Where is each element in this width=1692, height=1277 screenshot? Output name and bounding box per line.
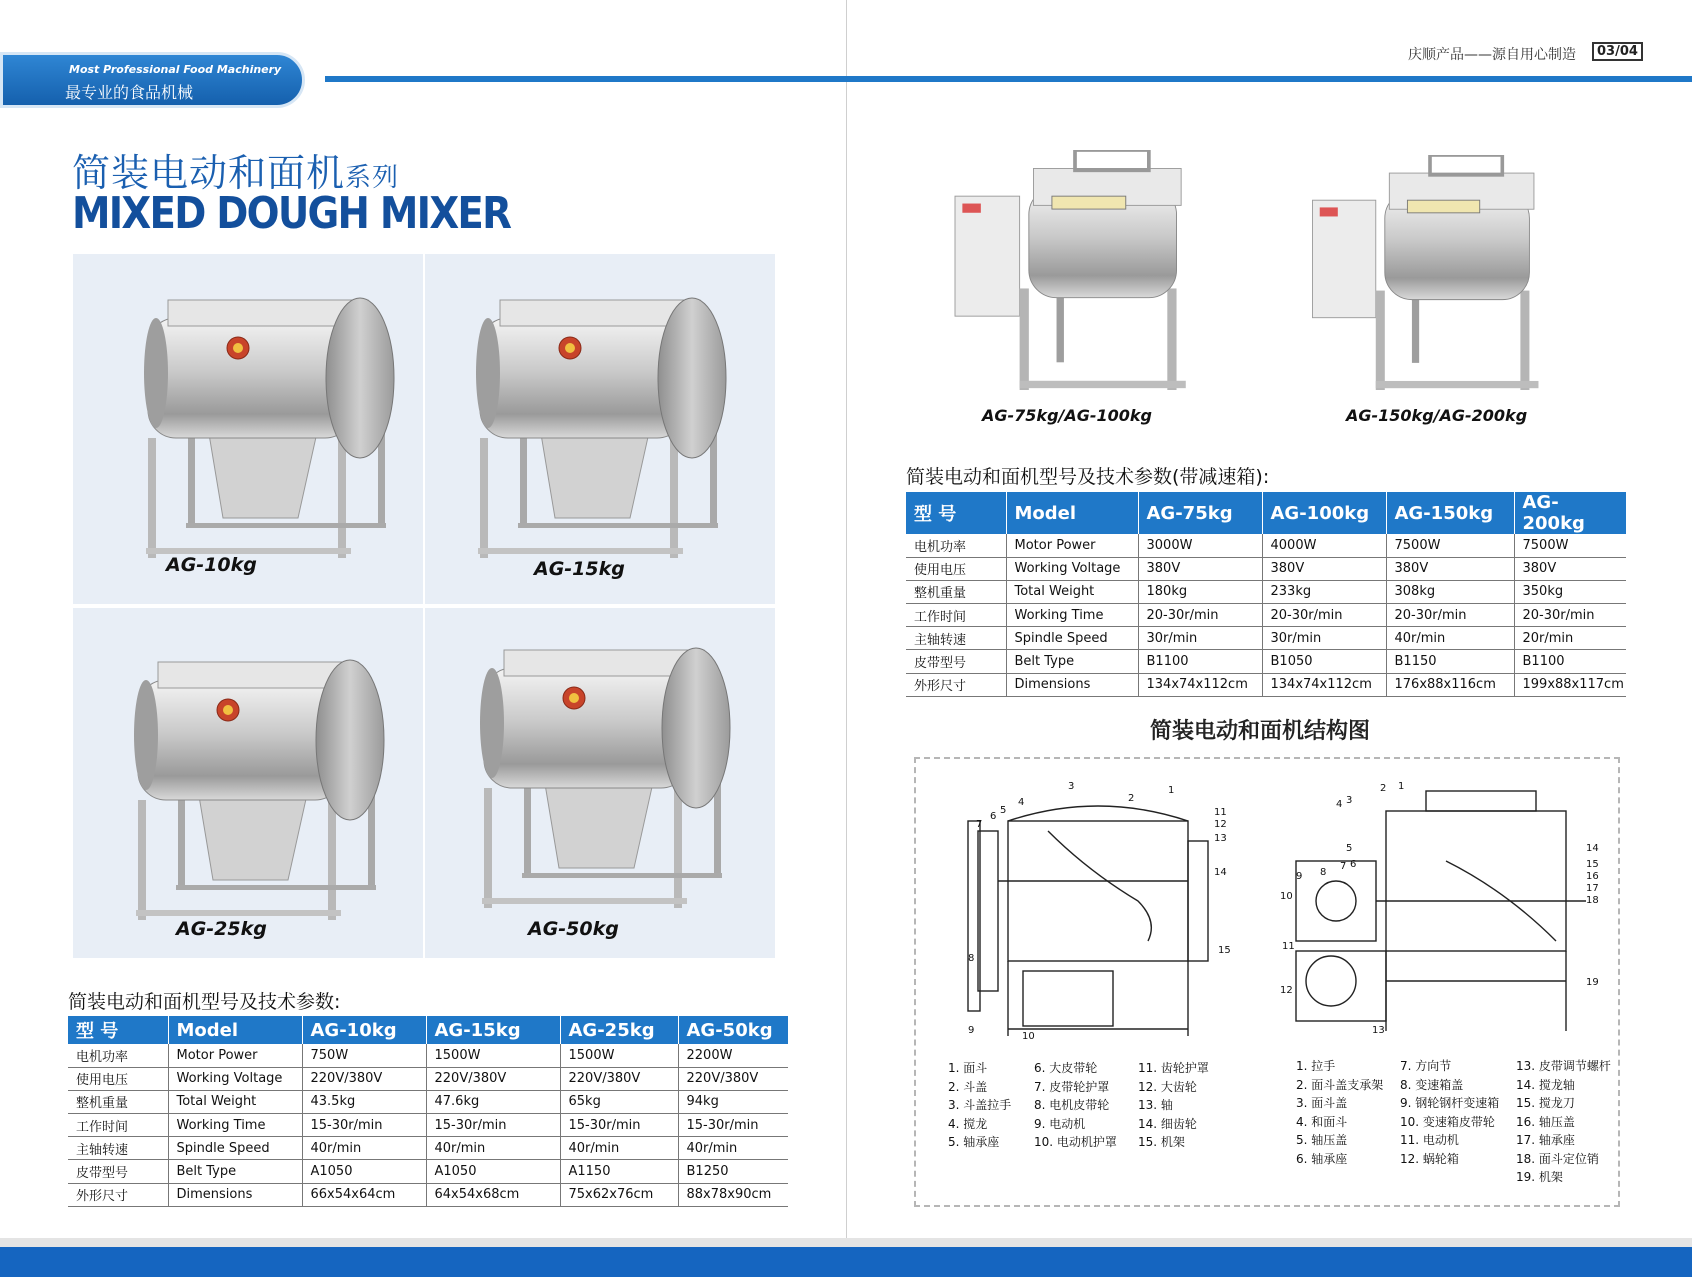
brand-tagline-cn: 最专业的食品机械	[65, 83, 194, 102]
callout-number: 2	[1128, 793, 1135, 804]
caption-ag50: AG-50kg	[528, 918, 619, 940]
param-value: 20-30r/min	[1262, 604, 1386, 627]
callout-number: 15	[1586, 859, 1599, 870]
param-value: 40r/min	[1386, 627, 1514, 650]
legend-item: 15. 搅龙刀	[1516, 1096, 1575, 1110]
legend-item: 1. 拉手	[1296, 1059, 1336, 1073]
param-name-en: Working Voltage	[1006, 557, 1138, 580]
header-cell: AG-100kg	[1262, 492, 1386, 534]
callout-number: 14	[1586, 843, 1599, 854]
table-row	[906, 673, 1626, 696]
legend-right-col-3	[1516, 1057, 1611, 1187]
callout-number: 14	[1214, 867, 1227, 878]
param-value: 134x74x112cm	[1262, 673, 1386, 696]
param-value: 30r/min	[1262, 627, 1386, 650]
param-name-en: Motor Power	[168, 1044, 302, 1067]
legend-item: 8. 变速箱盖	[1400, 1077, 1464, 1092]
param-name-en: Dimensions	[1006, 673, 1138, 696]
structure-diagram-box	[914, 757, 1620, 1207]
param-name-cn: 主轴转速	[68, 1137, 168, 1160]
param-value: 66x54x64cm	[302, 1183, 426, 1206]
legend-item: 2. 斗盖	[948, 1079, 988, 1094]
param-name-cn: 皮带型号	[68, 1160, 168, 1183]
param-value: 134x74x112cm	[1138, 673, 1262, 696]
param-name-cn: 外形尺寸	[68, 1183, 168, 1206]
param-value: 64x54x68cm	[426, 1183, 560, 1206]
callout-number: 12	[1280, 985, 1293, 996]
legend-item: 8. 电机皮带轮	[1034, 1098, 1110, 1112]
brand-tagline-en: Most Professional Food Machinery	[69, 63, 282, 76]
param-value: 176x88x116cm	[1386, 673, 1514, 696]
callout-number: 9	[968, 1025, 975, 1036]
param-value: 180kg	[1138, 580, 1262, 603]
param-value: 380V	[1386, 557, 1514, 580]
callout-number: 3	[1346, 795, 1353, 806]
caption-ag15: AG-15kg	[534, 558, 625, 580]
title-cn-suffix: 系列	[345, 163, 400, 193]
legend-item: 4. 搅龙	[948, 1116, 988, 1131]
table-row	[68, 1044, 788, 1067]
mixer-image-ag150-200	[1240, 155, 1620, 390]
param-value: 199x88x117cm	[1514, 673, 1626, 696]
legend-left-col-2	[1034, 1059, 1117, 1152]
header-cell: AG-50kg	[678, 1016, 788, 1044]
param-value: 88x78x90cm	[678, 1183, 788, 1206]
param-value: 2200W	[678, 1044, 788, 1067]
legend-item: 10. 电动机护罩	[1034, 1135, 1117, 1149]
callout-number: 5	[1346, 843, 1353, 854]
callout-number: 13	[1214, 833, 1227, 844]
legend-left-col-3	[1138, 1059, 1209, 1152]
param-value: 380V	[1262, 557, 1386, 580]
param-name-cn: 工作时间	[906, 604, 1006, 627]
structure-diagram-left	[938, 771, 1248, 1041]
header-cell: 型 号	[68, 1016, 168, 1044]
spec-table-right	[906, 492, 1627, 697]
param-name-en: Spindle Speed	[1006, 627, 1138, 650]
table-row	[68, 1067, 788, 1090]
param-value: 40r/min	[678, 1137, 788, 1160]
diagram-title: 简装电动和面机结构图	[1150, 719, 1371, 744]
table-row	[906, 650, 1626, 673]
param-name-en: Spindle Speed	[168, 1137, 302, 1160]
legend-right-col-1	[1296, 1057, 1383, 1168]
param-value: 15-30r/min	[560, 1114, 678, 1137]
legend-item: 6. 大皮带轮	[1034, 1061, 1098, 1075]
callout-number: 6	[1350, 859, 1357, 870]
param-value: 7500W	[1386, 534, 1514, 557]
param-value: 94kg	[678, 1090, 788, 1113]
legend-item: 12. 大齿轮	[1138, 1079, 1197, 1094]
param-value: 1500W	[426, 1044, 560, 1067]
mixer-image-ag15	[460, 278, 730, 558]
spec-heading-left: 简装电动和面机型号及技术参数:	[68, 991, 341, 1013]
table-row	[906, 604, 1626, 627]
header-rule-right	[846, 76, 1692, 82]
table-row	[906, 627, 1626, 650]
header-rule-left	[325, 76, 846, 82]
param-value: 220V/380V	[426, 1067, 560, 1090]
table-row	[906, 534, 1626, 557]
param-name-cn: 工作时间	[68, 1114, 168, 1137]
param-value: 350kg	[1514, 580, 1626, 603]
param-name-cn: 皮带型号	[906, 650, 1006, 673]
mixer-image-ag25	[118, 640, 388, 920]
brand-badge	[0, 52, 305, 108]
param-name-en: Working Time	[1006, 604, 1138, 627]
legend-item: 16. 轴压盖	[1516, 1114, 1575, 1129]
param-value: 220V/380V	[302, 1067, 426, 1090]
table-row	[906, 557, 1626, 580]
callout-number: 8	[968, 953, 975, 964]
param-value: B1100	[1514, 650, 1626, 673]
param-value: 40r/min	[426, 1137, 560, 1160]
param-name-en: Working Voltage	[168, 1067, 302, 1090]
callout-number: 6	[990, 811, 997, 822]
header-cell: AG-15kg	[426, 1016, 560, 1044]
header-cell: AG-75kg	[1138, 492, 1262, 534]
callout-number: 11	[1282, 941, 1295, 952]
header-cell: AG-150kg	[1386, 492, 1514, 534]
param-value: A1150	[560, 1160, 678, 1183]
callout-number: 16	[1586, 871, 1599, 882]
caption-ag150-200: AG-150kg/AG-200kg	[1346, 406, 1528, 425]
param-value: 15-30r/min	[302, 1114, 426, 1137]
legend-item: 3. 面斗盖	[1296, 1096, 1348, 1110]
callout-number: 7	[1340, 861, 1347, 872]
callout-number: 18	[1586, 895, 1599, 906]
callout-number: 2	[1380, 783, 1387, 794]
callout-number: 17	[1586, 883, 1599, 894]
callout-number: 10	[1022, 1031, 1035, 1041]
callout-number: 11	[1214, 807, 1227, 818]
legend-item: 5. 轴承座	[948, 1135, 1000, 1149]
param-value: 75x62x76cm	[560, 1183, 678, 1206]
caption-ag10: AG-10kg	[166, 554, 257, 576]
legend-item: 7. 皮带轮护罩	[1034, 1079, 1110, 1094]
table-row	[68, 1090, 788, 1113]
param-value: 220V/380V	[678, 1067, 788, 1090]
mixer-image-ag75-100	[930, 150, 1220, 390]
legend-item: 14. 细齿轮	[1138, 1116, 1197, 1131]
param-value: 7500W	[1514, 534, 1626, 557]
param-value: 3000W	[1138, 534, 1262, 557]
param-value: 30r/min	[1138, 627, 1262, 650]
legend-item: 2. 面斗盖支承架	[1296, 1077, 1384, 1092]
param-value: B1100	[1138, 650, 1262, 673]
legend-item: 18. 面斗定位销	[1516, 1151, 1599, 1166]
param-name-cn: 主轴转速	[906, 627, 1006, 650]
param-value: 380V	[1138, 557, 1262, 580]
legend-item: 10. 变速箱皮带轮	[1400, 1114, 1495, 1129]
legend-right-col-2	[1400, 1057, 1499, 1168]
param-name-en: Belt Type	[168, 1160, 302, 1183]
param-value: 47.6kg	[426, 1090, 560, 1113]
table-row	[906, 580, 1626, 603]
legend-item: 13. 皮带调节螺杆	[1516, 1059, 1611, 1073]
legend-item: 5. 轴压盖	[1296, 1133, 1348, 1147]
spec-table-right-header	[906, 492, 1626, 534]
legend-item: 9. 钢轮钢杆变速箱	[1400, 1096, 1500, 1110]
param-name-cn: 使用电压	[68, 1067, 168, 1090]
header-cell: AG-25kg	[560, 1016, 678, 1044]
legend-item: 11. 电动机	[1400, 1133, 1459, 1147]
page-title-en: MIXED DOUGH MIXER	[72, 188, 511, 239]
param-value: 20-30r/min	[1138, 604, 1262, 627]
legend-item: 17. 轴承座	[1516, 1133, 1575, 1147]
callout-number: 13	[1372, 1025, 1385, 1036]
legend-item: 9. 电动机	[1034, 1116, 1086, 1131]
caption-ag75-100: AG-75kg/AG-100kg	[982, 406, 1153, 425]
legend-item: 14. 搅龙轴	[1516, 1077, 1575, 1092]
param-value: 308kg	[1386, 580, 1514, 603]
callout-number: 7	[976, 819, 983, 830]
header-slogan: 庆顺产品——源自用心制造	[1408, 47, 1576, 63]
table-row	[68, 1183, 788, 1206]
param-value: 65kg	[560, 1090, 678, 1113]
callout-number: 4	[1336, 799, 1343, 810]
callout-number: 9	[1296, 871, 1303, 882]
header-cell: AG-10kg	[302, 1016, 426, 1044]
header-cell: 型 号	[906, 492, 1006, 534]
callout-number: 10	[1280, 891, 1293, 902]
legend-item: 12. 蜗轮箱	[1400, 1151, 1459, 1166]
callout-number: 15	[1218, 945, 1231, 956]
param-value: A1050	[302, 1160, 426, 1183]
param-value: 220V/380V	[560, 1067, 678, 1090]
param-value: 20r/min	[1514, 627, 1626, 650]
legend-left-col-1	[948, 1059, 1011, 1152]
param-value: 233kg	[1262, 580, 1386, 603]
legend-item: 7. 方向节	[1400, 1059, 1452, 1073]
param-value: 20-30r/min	[1386, 604, 1514, 627]
legend-item: 13. 轴	[1138, 1098, 1173, 1112]
table-row	[68, 1114, 788, 1137]
param-name-en: Belt Type	[1006, 650, 1138, 673]
structure-diagram-right	[1276, 771, 1606, 1041]
legend-item: 11. 齿轮护罩	[1138, 1061, 1209, 1075]
param-value: 380V	[1514, 557, 1626, 580]
param-name-cn: 使用电压	[906, 557, 1006, 580]
legend-item: 1. 面斗	[948, 1061, 988, 1075]
param-value: 43.5kg	[302, 1090, 426, 1113]
callout-number: 5	[1000, 805, 1007, 816]
callout-number: 1	[1398, 781, 1405, 792]
callout-number: 8	[1320, 867, 1327, 878]
page-number: 03/04	[1592, 42, 1643, 61]
caption-ag25: AG-25kg	[176, 918, 267, 940]
header-cell: Model	[168, 1016, 302, 1044]
legend-item: 19. 机架	[1516, 1170, 1563, 1184]
callout-number: 1	[1168, 785, 1175, 796]
param-value: 40r/min	[302, 1137, 426, 1160]
param-value: 40r/min	[560, 1137, 678, 1160]
legend-item: 15. 机架	[1138, 1135, 1185, 1149]
param-value: 15-30r/min	[426, 1114, 560, 1137]
param-value: B1250	[678, 1160, 788, 1183]
param-value: B1050	[1262, 650, 1386, 673]
table-row	[68, 1160, 788, 1183]
spec-table-left-header	[68, 1016, 788, 1044]
param-name-en: Total Weight	[168, 1090, 302, 1113]
callout-number: 4	[1018, 797, 1025, 808]
header-cell: AG-200kg	[1514, 492, 1626, 534]
footer-band	[0, 1238, 1692, 1277]
mixer-image-ag10	[128, 278, 398, 558]
param-value: 4000W	[1262, 534, 1386, 557]
param-value: 20-30r/min	[1514, 604, 1626, 627]
table-row	[68, 1137, 788, 1160]
param-name-cn: 整机重量	[906, 580, 1006, 603]
param-name-en: Motor Power	[1006, 534, 1138, 557]
title-cn-main: 简装电动和面机	[72, 151, 346, 195]
spec-heading-right: 简装电动和面机型号及技术参数(带减速箱):	[906, 466, 1270, 488]
legend-item: 4. 和面斗	[1296, 1114, 1348, 1129]
param-name-en: Dimensions	[168, 1183, 302, 1206]
param-name-cn: 电机功率	[906, 534, 1006, 557]
param-value: 1500W	[560, 1044, 678, 1067]
page-fold	[846, 0, 847, 1277]
callout-number: 12	[1214, 819, 1227, 830]
callout-number: 19	[1586, 977, 1599, 988]
mixer-image-ag50	[464, 628, 734, 908]
header-cell: Model	[1006, 492, 1138, 534]
callout-number: 3	[1068, 781, 1075, 792]
param-value: 15-30r/min	[678, 1114, 788, 1137]
param-name-cn: 外形尺寸	[906, 673, 1006, 696]
param-name-cn: 整机重量	[68, 1090, 168, 1113]
param-value: A1050	[426, 1160, 560, 1183]
spec-table-left	[68, 1016, 789, 1207]
legend-item: 3. 斗盖拉手	[948, 1098, 1012, 1112]
param-name-en: Total Weight	[1006, 580, 1138, 603]
param-value: 750W	[302, 1044, 426, 1067]
param-name-en: Working Time	[168, 1114, 302, 1137]
param-name-cn: 电机功率	[68, 1044, 168, 1067]
legend-item: 6. 轴承座	[1296, 1151, 1348, 1166]
param-value: B1150	[1386, 650, 1514, 673]
